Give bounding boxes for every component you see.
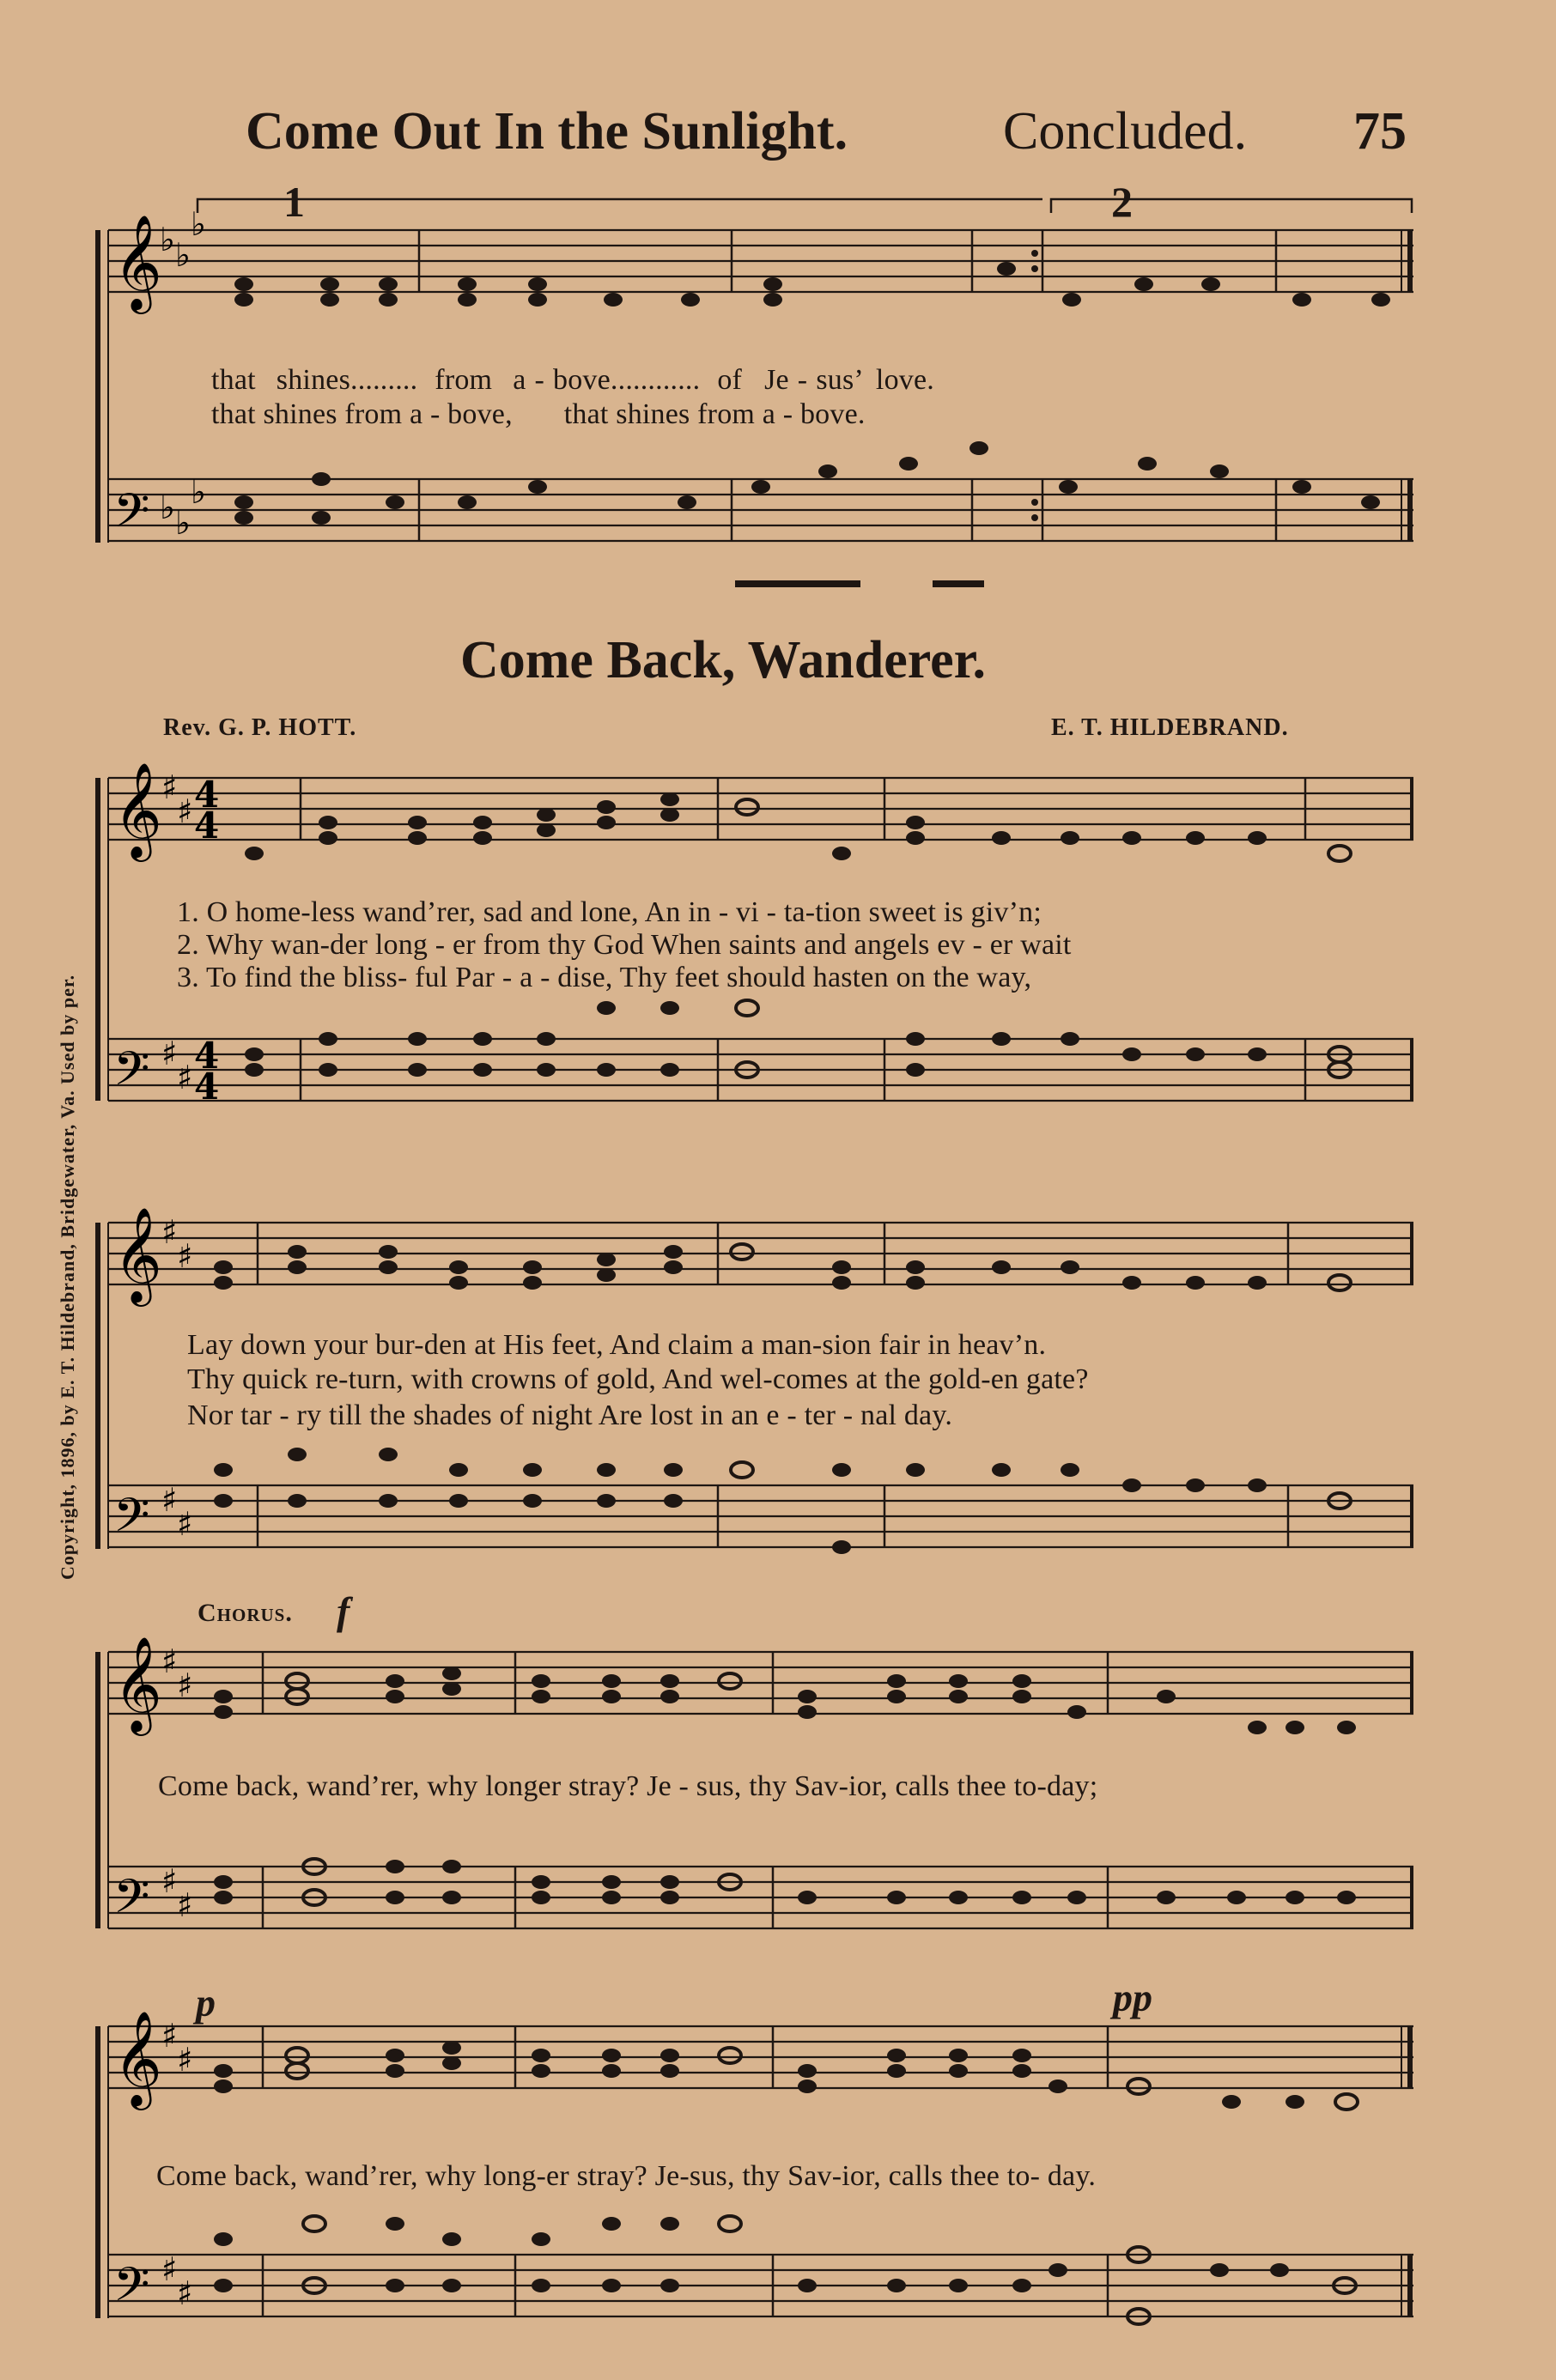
svg-text:♯: ♯ (161, 1035, 178, 1072)
svg-text:♭: ♭ (191, 205, 206, 243)
bass-clef-icon: 𝄢 (113, 2257, 150, 2323)
verse-2-line-b: Thy quick re-turn, with crowns of gold, And wel-comes at the gold-en gate? (187, 1363, 1089, 1395)
svg-text:♯: ♯ (161, 1213, 178, 1251)
svg-text:♯: ♯ (161, 1642, 178, 1680)
bass-clef-icon: 𝄢 (113, 1869, 150, 1935)
svg-text:♯: ♯ (177, 1237, 193, 1275)
concluded-label: Concluded. (1003, 102, 1248, 161)
chorus-line-1: Come back, wand’rer, why longer stray? Je - sus, thy Sav-ior, calls thee to-day; (158, 1770, 1098, 1802)
svg-text:♯: ♯ (177, 1505, 193, 1543)
chorus-line-2: Come back, wand’rer, why long-er stray? Je-sus, thy Sav-ior, calls thee to- day. (156, 2160, 1097, 2192)
composer: E. T. HILDEBRAND. (1051, 714, 1289, 741)
svg-text:♯: ♯ (177, 1059, 193, 1096)
treble-clef-icon: 𝄞 (113, 214, 162, 310)
verse-3-line-b: Nor tar - ry till the shades of night Are lost in an e - ter - nal day. (187, 1399, 953, 1431)
dynamic-forte: f (337, 1589, 350, 1633)
svg-text:♭: ♭ (160, 221, 175, 258)
page-number: 75 (1353, 102, 1407, 161)
svg-text:♯: ♯ (161, 1481, 178, 1519)
bass-clef-icon: 𝄢 (113, 1041, 150, 1108)
hymn-title: Come Back, Wanderer. (460, 631, 986, 689)
svg-text:♭: ♭ (175, 236, 191, 274)
verse-1-line-b: Lay down your bur-den at His feet, And claim a man-sion fair in heav’n. (187, 1329, 1047, 1361)
svg-text:♯: ♯ (177, 792, 193, 830)
svg-text:♯: ♯ (161, 1862, 178, 1900)
svg-text:♭: ♭ (160, 489, 175, 526)
bass-clef-icon: 𝄢 (113, 1488, 150, 1554)
lyric-line-2: that shines from a - bove, that shines from a - bove. (211, 398, 866, 430)
dynamic-piano: p (196, 1981, 216, 2025)
svg-text:♯: ♯ (177, 2041, 193, 2079)
treble-clef-icon: 𝄞 (113, 1206, 162, 1302)
svg-text:♯: ♯ (177, 1886, 193, 1924)
svg-text:4: 4 (194, 1035, 220, 1077)
copyright-notice: Copyright, 1896, by E. T. Hildebrand, Bridgewater, Va. Used by per. (57, 974, 78, 1580)
lyric-line-1: that shines......... from a - bove............ of Je - sus’ love. (211, 364, 934, 396)
svg-text:4: 4 (194, 774, 220, 816)
verse-3-line-a: 3. To find the bliss- ful Par - a - dise, Thy feet should hasten on the way, (177, 962, 1032, 993)
ending-1-label: 1 (283, 178, 305, 226)
svg-text:♯: ♯ (161, 768, 178, 806)
bass-clef-icon: 𝄢 (113, 483, 150, 549)
chorus-label: Chorus. (198, 1599, 293, 1627)
svg-text:4: 4 (194, 804, 220, 847)
song-title: Come Out In the Sunlight. (246, 102, 848, 161)
svg-text:4: 4 (194, 1066, 220, 1108)
dynamic-pianissimo: pp (1113, 1976, 1152, 2019)
treble-clef-icon: 𝄞 (113, 2010, 162, 2106)
svg-text:♭: ♭ (191, 473, 206, 511)
verse-1-line-a: 1. O home-less wand’rer, sad and lone, An in - vi - ta-tion sweet is giv’n; (177, 896, 1042, 928)
treble-clef-icon: 𝄞 (113, 762, 162, 858)
ending-2-label: 2 (1111, 178, 1133, 226)
svg-text:♭: ♭ (175, 504, 191, 542)
svg-text:♯: ♯ (177, 2274, 193, 2312)
svg-text:♯: ♯ (161, 2017, 178, 2055)
svg-text:♯: ♯ (161, 2250, 178, 2288)
lyricist: Rev. G. P. HOTT. (163, 714, 357, 741)
svg-text:♯: ♯ (177, 1667, 193, 1704)
verse-2-line-a: 2. Why wan-der long - er from thy God When saints and angels ev - er wait (177, 929, 1072, 961)
treble-clef-icon: 𝄞 (113, 1636, 162, 1732)
ending-brackets (198, 199, 1412, 213)
